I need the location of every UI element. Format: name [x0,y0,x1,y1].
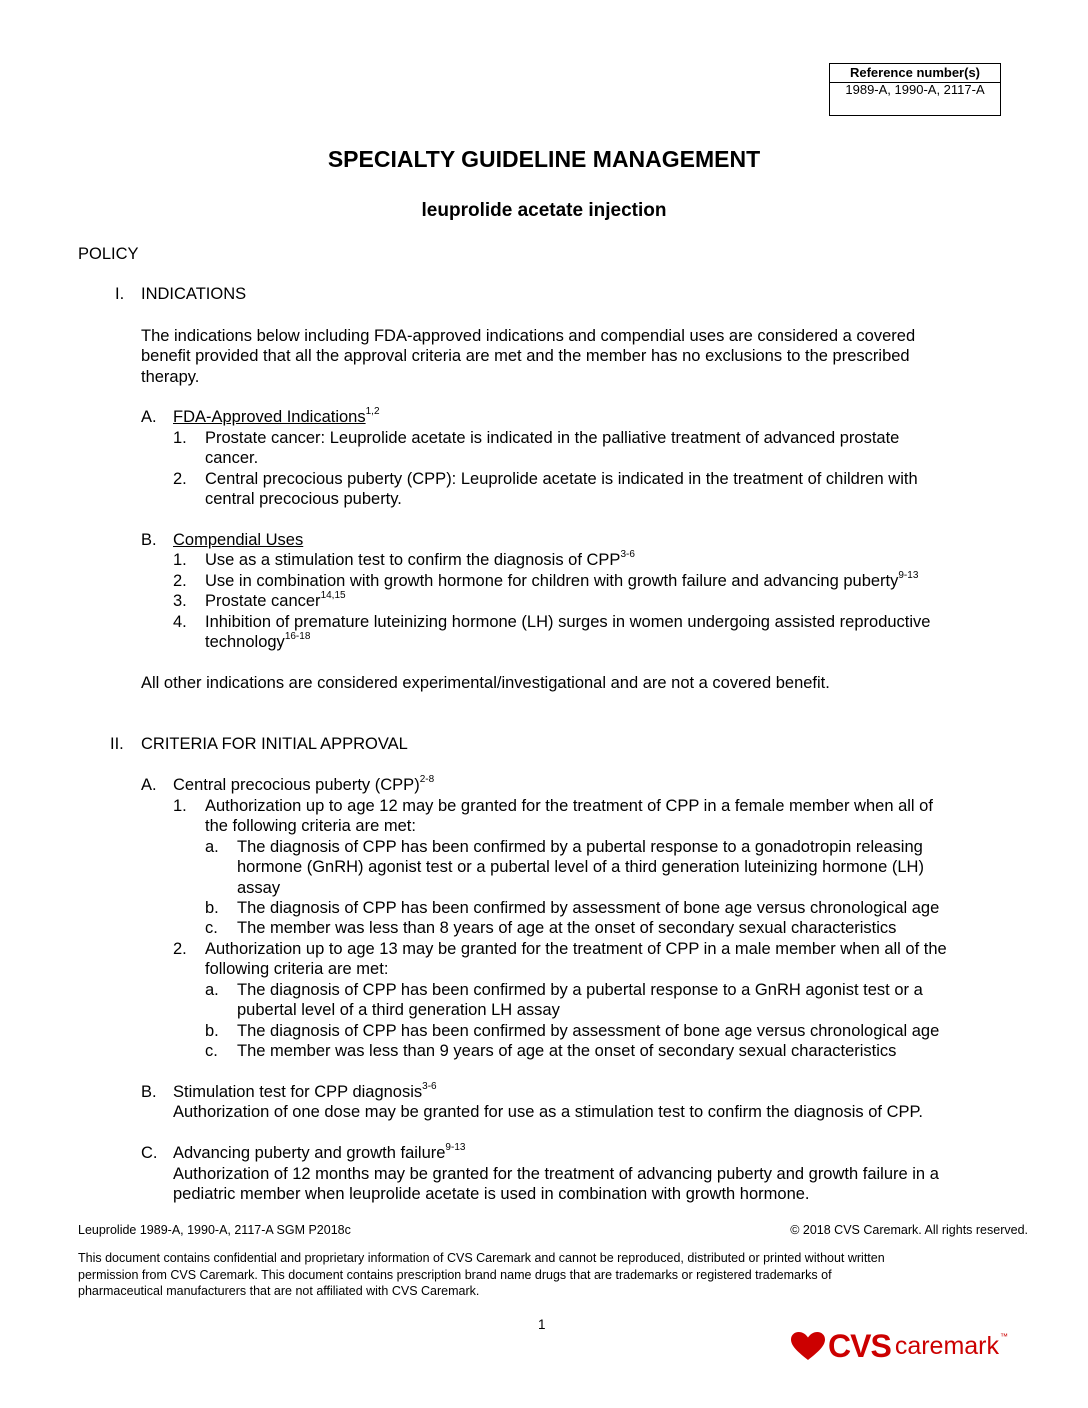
citation: 14,15 [320,590,346,601]
citation: 3-6 [422,1081,437,1092]
list-item: Authorization up to age 13 may be granted for the treatment of CPP in a male member when all of the [205,940,947,958]
item-number: 1. [173,429,187,447]
intro-line-1: The indications below including FDA-approved indications and compendial uses are considered a covered [141,327,916,345]
citation: 16-18 [284,631,311,642]
criterion: The diagnosis of CPP has been confirmed by assessment of bone age versus chronological age [237,1022,940,1040]
citation: 2-8 [419,774,435,785]
list-item: Use as a stimulation test to confirm the diagnosis of CPP$^{3-6}$ [205,549,635,569]
cpp-heading: Central precocious puberty (CPP)$^{2-8}$ [173,774,435,794]
list-item: following criteria are met: [205,960,389,978]
compendial-uses-heading [173,530,303,550]
policy-label: POLICY [78,245,139,263]
citation: 3-6 [620,549,635,560]
list-item: Prostate cancer: Leuprolide acetate is indicated in the palliative treatment of advanced prostate [205,429,900,447]
cvs-caremark-logo [790,1326,1008,1366]
item-number: 4. [173,613,187,631]
page-title: SPECIALTY GUIDELINE MANAGEMENT [327,146,761,172]
criterion: hormone (GnRH) agonist test or a pubertal level of a third generation luteinizing hormone (LH) [237,858,924,876]
reference-box [829,63,1001,116]
list-item: cancer. [205,449,259,467]
paragraph: Authorization of 12 months may be granted for the treatment of advancing puberty and growth failure in a [173,1165,939,1183]
subsection-letter: A. [141,776,157,794]
confidential-line: permission from CVS Caremark. This document contains prescription brand name drugs that are trademarks or registered trademarks of [78,1268,832,1282]
footer-doc-id: Leuprolide 1989-A, 1990-A, 2117-A SGM P2018c [78,1223,351,1237]
criterion-letter: c. [205,919,218,937]
section-1-number: I. [115,285,125,303]
paragraph: Authorization of one dose may be granted for use as a stimulation test to confirm the diagnosis of CPP. [173,1103,923,1121]
heart-icon [790,1331,826,1361]
subsection-letter: B. [141,531,157,549]
citation: 9-13 [445,1142,466,1153]
subsection-letter: C. [141,1144,158,1162]
criterion-letter: b. [205,899,219,917]
subsection-letter: B. [141,1083,157,1101]
list-item: technology$^{16-18}$ [205,631,311,651]
list-item: Central precocious puberty (CPP): Leuprolide acetate is indicated in the treatment of children with [205,470,918,488]
section-1-heading: INDICATIONS [141,285,247,303]
item-number: 3. [173,592,187,610]
logo-trademark: ™ [1000,1331,1008,1341]
item-number: 1. [173,797,187,815]
list-item: Authorization up to age 12 may be granted for the treatment of CPP in a female member when all of [205,797,933,815]
list-item: central precocious puberty. [205,490,402,508]
criterion-letter: c. [205,1042,218,1060]
list-item: Use in combination with growth hormone for children with growth failure and advancing puberty$^{9-13}$ [205,570,919,590]
fda-indications-heading [173,407,380,430]
fda-indications-title: FDA-Approved Indications [173,408,366,426]
reference-value: 1989-A, 1990-A, 2117-A [845,82,985,97]
list-item: the following criteria are met: [205,817,416,835]
list-item: Prostate cancer$^{14,15}$ [205,590,346,610]
intro-line-3: therapy. [141,368,200,386]
criterion: The member was less than 8 years of age at the onset of secondary sexual characteristics [237,919,897,937]
criterion: pubertal level of a third generation LH assay [237,1001,560,1019]
confidential-line: This document contains confidential and proprietary information of CVS Caremark and cannot be reproduced, distributed or printed without written [78,1251,885,1265]
item-number: 2. [173,940,187,958]
stimulation-test-heading: Stimulation test for CPP diagnosis$^{3-6}$ [173,1081,437,1101]
logo-brand: CVS [828,1327,891,1364]
criterion: assay [237,879,281,897]
reference-header: Reference number(s) [830,64,1000,83]
criterion: The diagnosis of CPP has been confirmed by assessment of bone age versus chronological age [237,899,940,917]
criterion-letter: b. [205,1022,219,1040]
drug-subtitle: leuprolide acetate injection [421,200,667,221]
subsection-letter: A. [141,408,157,426]
item-number: 2. [173,470,187,488]
criterion: The diagnosis of CPP has been confirmed by a pubertal response to a GnRH agonist test or a [237,981,923,999]
confidential-line: pharmaceutical manufacturers that are not affiliated with CVS Caremark. [78,1284,480,1298]
section-2-number: II. [110,735,124,753]
logo-product: caremark [894,1331,999,1360]
closing-statement: All other indications are considered experimental/investigational and are not a covered benefit. [141,674,830,692]
advancing-puberty-heading: Advancing puberty and growth failure$^{9-13}$ [173,1142,466,1162]
intro-line-2: benefit provided that all the approval criteria are met and the member has no exclusions to the prescribed [141,347,910,365]
item-number: 1. [173,551,187,569]
list-item: Inhibition of premature luteinizing hormone (LH) surges in women undergoing assisted reproductive [205,613,931,631]
paragraph: pediatric member when leuprolide acetate is used in combination with growth hormone. [173,1185,810,1203]
footer-copyright: © 2018 CVS Caremark. All rights reserved. [790,1223,1028,1237]
item-number: 2. [173,572,187,590]
section-2-heading: CRITERIA FOR INITIAL APPROVAL [141,735,408,753]
compendial-uses-title: Compendial Uses [173,531,304,549]
criterion: The member was less than 9 years of age at the onset of secondary sexual characteristics [237,1042,897,1060]
citation: 1,2 [365,406,380,417]
page-number: 1 [538,1317,546,1332]
citation: 9-13 [898,570,919,581]
criterion: The diagnosis of CPP has been confirmed by a pubertal response to a gonadotropin releasing [237,838,923,856]
criterion-letter: a. [205,981,219,999]
criterion-letter: a. [205,838,219,856]
